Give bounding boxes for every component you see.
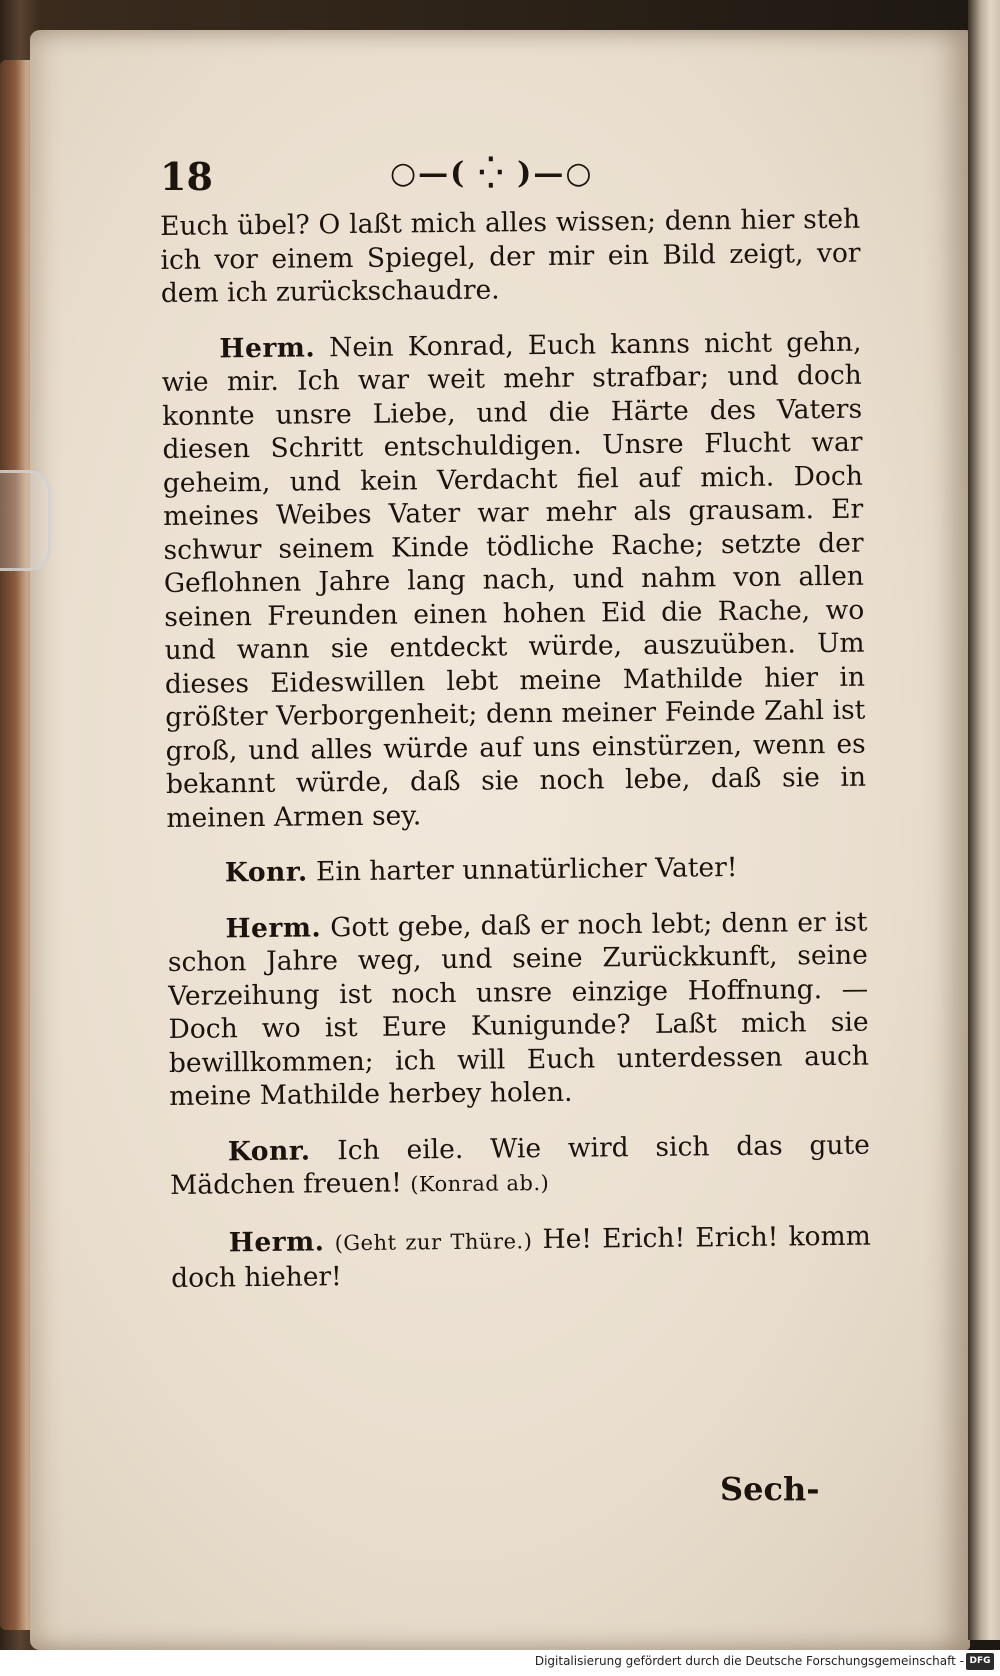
paragraph bbox=[161, 325, 866, 835]
page-number: 18 bbox=[160, 154, 213, 199]
header-ornament: ○—( ⁛ )—○ bbox=[390, 156, 594, 191]
paragraph-text: Ich eile. Wie wird sich das gute Mädchen freuen! bbox=[170, 1129, 870, 1201]
stage-direction: (Geht zur Thüre.) bbox=[334, 1228, 533, 1255]
speaker-name: Herm. bbox=[219, 331, 316, 364]
paragraph bbox=[160, 203, 861, 311]
paragraph-text: Gott gebe, daß er noch lebt; denn er ist schon Jahre weg, und seine Zurückkunft, seine Verzeihung ist noch unsre einzige Hoffnung. — Doch wo ist Eure Kunigunde? Laßt mich sie bewillkommen; ich will Euch unterdessen auch meine Mathilde herbey holen. bbox=[167, 906, 870, 1112]
speaker-name: Herm. bbox=[225, 911, 322, 944]
stage-direction: (Konrad ab.) bbox=[410, 1170, 550, 1197]
footer-credit: Digitalisierung gefördert durch die Deutsche Forschungsgemeinschaft - bbox=[534, 1654, 964, 1668]
body-text bbox=[160, 203, 872, 1318]
facing-page-edge bbox=[968, 0, 1000, 1640]
paragraph-text: He! Erich! Erich! komm doch hieher! bbox=[171, 1220, 871, 1294]
speaker-name: Konr. bbox=[227, 1134, 311, 1167]
page-header bbox=[160, 150, 860, 200]
paragraph-text: Euch übel? O laßt mich alles wissen; denn hier steh ich vor einem Spiegel, der mir ein Bild zeigt, vor dem ich zurückschaudre. bbox=[160, 203, 861, 309]
paragraph bbox=[171, 1219, 872, 1295]
paragraph bbox=[167, 850, 867, 891]
paragraph-text: Nein Konrad, Euch kanns nicht gehn, wie mir. Ich war weit mehr strafbar; und doch konnte unsre Liebe, und die Härte des Vaters diesen Schritt entschuldigen. Unsre Flucht war geheim, und kein Verdacht fiel auf mich. Doch meines Weibes Vater war mehr als grausam. Er schwur seinem Kinde tödliche Rache; setzte der Geflohnen Jahre lang nach, und nahm von allen seinen Freunden einen hohen Eid die Rache, wo und wann sie entdeckt würde, auszuüben. Um dieses Eideswillen lebt meine Mathilde hier in größter Verborgenheit; denn meiner Feinde Zahl ist groß, und alles würde auf uns einstürzen, wenn es bekannt würde, daß sie noch lebe, daß sie in meinen Armen sey. bbox=[161, 326, 867, 834]
dfg-logo-icon: DFG bbox=[966, 1653, 994, 1670]
paragraph bbox=[167, 905, 869, 1113]
page-clip bbox=[0, 470, 51, 571]
catchword: Sech- bbox=[720, 1470, 820, 1508]
footer-bar bbox=[0, 1650, 1000, 1676]
speaker-name: Herm. bbox=[228, 1225, 325, 1258]
paragraph-text: Ein harter unnatürlicher Vater! bbox=[315, 851, 738, 888]
paragraph bbox=[170, 1128, 871, 1204]
speaker-name: Konr. bbox=[224, 856, 308, 889]
